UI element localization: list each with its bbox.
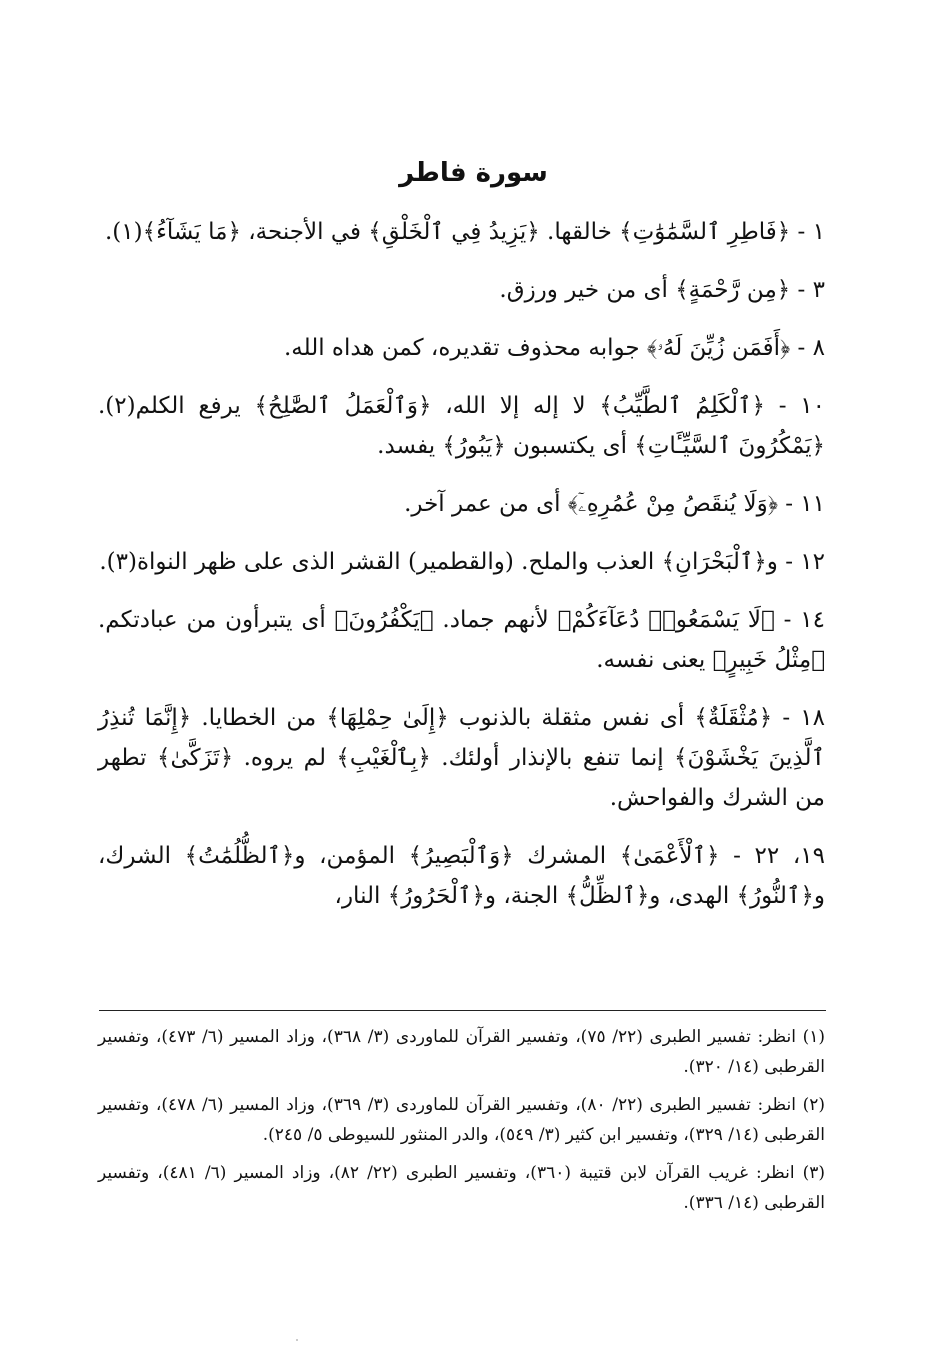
commentary-entry: ١١ - ﴿وَلَا يُنقَصُ مِنْ عُمُرِهِۦٓ﴾ أى من عمر آخر. — [404, 491, 825, 517]
page-title: سورة فاطر — [399, 158, 548, 188]
commentary-entry: ١٠ - ﴿ٱلْكَلِمُ ٱلطَّيِّبُ﴾ لا إله إلا الله، ﴿وَٱلْعَمَلُ ٱلصَّٰلِحُ﴾ يرفع الكلم(٢). ﴿يَمْكُرُونَ ٱلسَّيِّـَٔاتِ﴾ أى يكتسبون ﴿يَبُورُ﴾ يفسد. — [98, 393, 825, 459]
scan-speck — [296, 1339, 298, 1341]
footnote: (٢) انظر: تفسير الطبرى (٢٢/ ٨٠)، وتفسير القرآن للماوردى (٣/ ٣٦٩)، وزاد المسير (٦/ ٤٧٨)، وتفسير القرطبى (١٤/ ٣٢٩)، وتفسير ابن كثير (٣/ ٥٤٩)، والدر المنثور للسيوطى ٥/ ٢٤٥). — [98, 1095, 825, 1145]
commentary-entry: ١٤ - ﴿لَا يَسْمَعُوا۟ دُعَآءَكُمْ﴾ لأنهم جماد. ﴿يَكْفُرُونَ﴾ أى يتبرأون من عبادتكم. ﴿مِثْلُ خَبِيرٍ﴾ يعنى نفسه. — [98, 607, 825, 673]
footnote-divider — [99, 1010, 826, 1011]
commentary-body — [98, 212, 825, 934]
footnote: (٣) انظر: غريب القرآن لابن قتيبة (٣٦٠)، وتفسير الطبرى (٢٢/ ٨٢)، وزاد المسير (٦/ ٤٨١)، وتفسير القرطبى (١٤/ ٣٣٦). — [98, 1163, 826, 1213]
commentary-entry: ١٢ - و﴿ٱلْبَحْرَانِ﴾ العذب والملح. (والقطمير) القشر الذى على ظهر النواة(٣). — [99, 549, 825, 575]
commentary-entry: ٣ - ﴿مِن رَّحْمَةٍ﴾ أى من خير ورزق. — [499, 277, 825, 303]
commentary-entry: ١ - ﴿فَاطِرِ ٱلسَّمَٰوَٰتِ﴾ خالقها. ﴿يَزِيدُ فِي ٱلْخَلْقِ﴾ في الأجنحة، ﴿مَا يَشَآءُ﴾(١). — [104, 219, 825, 245]
commentary-entry: ٨ - ﴿أَفَمَن زُيِّنَ لَهُۥ﴾ جوابه محذوف تقديره، كمن هداه الله. — [283, 335, 825, 361]
footnotes — [98, 1022, 825, 1226]
commentary-entry: ١٩، ٢٢ - ﴿ٱلْأَعْمَىٰ﴾ المشرك ﴿وَٱلْبَصِيرُ﴾ المؤمن، و﴿ٱلظُّلُمَٰتُ﴾ الشرك، و﴿ٱلنُّورُ﴾ الهدى، و﴿ٱلظِّلُّ﴾ الجنة، و﴿ٱلْحَرُورُ﴾ النار، — [98, 843, 825, 909]
commentary-entry: ١٨ - ﴿مُثْقَلَةٌ﴾ أى نفس مثقلة بالذنوب ﴿إِلَىٰ حِمْلِهَا﴾ من الخطايا. ﴿إِنَّمَا تُنذِرُ ٱلَّذِينَ يَخْشَوْنَ﴾ إنما تنفع بالإنذار أولئك. ﴿بِٱلْغَيْبِ﴾ لم يروه. ﴿تَزَكَّىٰ﴾ تطهر من الشرك والفواحش. — [98, 705, 825, 811]
footnote: (١) انظر: تفسير الطبرى (٢٢/ ٧٥)، وتفسير القرآن للماوردى (٣/ ٣٦٨)، وزاد المسير (٦/ ٤٧٣)، وتفسير القرطبى (١٤/ ٣٢٠). — [98, 1027, 825, 1077]
